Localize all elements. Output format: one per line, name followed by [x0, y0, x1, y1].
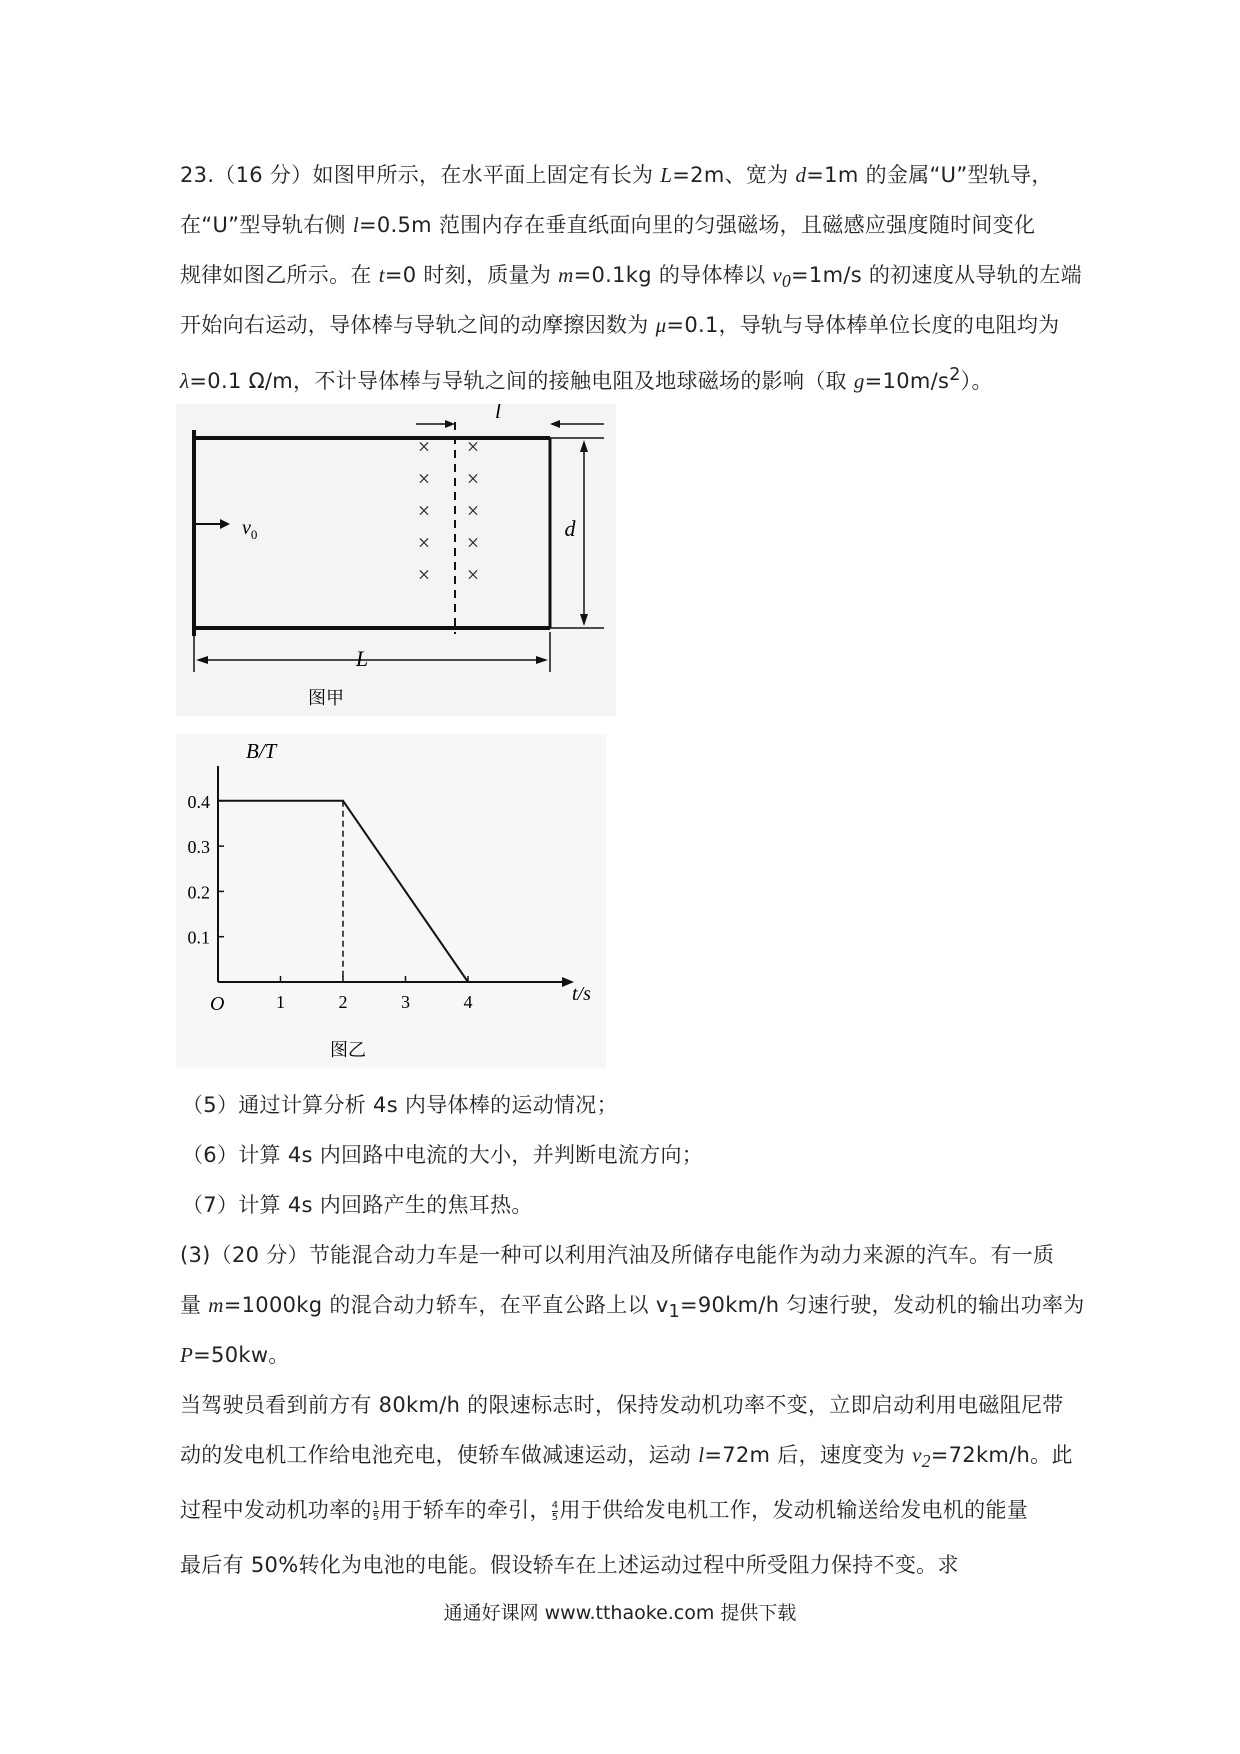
- field-cross: ×: [417, 498, 431, 523]
- problem-23-line: 规律如图乙所示。在 t=0 时刻，质量为 m=0.1kg 的导体棒以 $v_0=1m/s$ 的初速度从导轨的左端: [180, 263, 1082, 292]
- problem-3-line: 量 m=1000kg 的混合动力轿车，在平直公路上以 $v_1=90km/h$ 匀速行驶，发动机的输出功率为: [180, 1293, 1085, 1323]
- problem-23-line: 在“U”型导轨右侧 l=0.5m 范围内存在垂直纸面向里的匀强磁场，且磁感应强度随时间变化: [180, 213, 1036, 237]
- problem-3: [180, 1230, 1085, 1590]
- figure-b-caption: 图乙: [330, 1040, 366, 1060]
- math-variable: g: [853, 369, 865, 393]
- math-variable: m: [558, 263, 574, 287]
- problem-3-line: (3)（20 分）节能混合动力车是一种可以利用汽油及所储存电能作为动力来源的汽车。有一质: [180, 1243, 1055, 1267]
- figure-a: [176, 404, 616, 720]
- problem-23: [180, 150, 1080, 400]
- problem-3-line: 最后有 50%转化为电池的电能。假设轿车在上述运动过程中所受阻力保持不变。求: [180, 1553, 959, 1577]
- problem-3-line: 过程中发动机功率的 $\frac{1}{5}$ 用于轿车的牵引， $\frac{4}{5}$ 用于供给发电机工作，发动机输送给发电机的能量: [180, 1498, 1029, 1523]
- fraction: $\frac{1}{5}$: [372, 1499, 380, 1523]
- x-tick-label: 2: [338, 992, 348, 1012]
- math-variable: d: [795, 163, 807, 187]
- y-tick-label: 0.1: [187, 927, 210, 948]
- math-variable: μ: [655, 313, 667, 337]
- x-tick-label: 3: [401, 992, 410, 1012]
- label-l: l: [494, 404, 502, 423]
- y-tick-label: 0.4: [187, 791, 210, 812]
- math-variable: P: [180, 1343, 194, 1367]
- y-tick-label: 0.2: [187, 882, 210, 903]
- chart-origin: O: [210, 993, 225, 1015]
- chart-xlabel: t/s: [572, 983, 591, 1005]
- figure-a-caption: 图甲: [308, 688, 344, 708]
- label-L: L: [355, 646, 369, 671]
- chart-ylabel: B/T: [246, 739, 277, 763]
- problem-3-line: 当驾驶员看到前方有 80km/h 的限速标志时，保持发动机功率不变，立即启动利用电磁阻尼带: [180, 1393, 1064, 1417]
- field-cross: ×: [417, 434, 431, 459]
- field-cross: ×: [417, 562, 431, 587]
- math-variable: m: [208, 1293, 224, 1317]
- subscript: 1: [668, 1302, 680, 1323]
- b-t-chart: [176, 734, 606, 1068]
- footer: 通通好课网 www.tthaoke.com 提供下载: [443, 1602, 797, 1624]
- fraction: $\frac{4}{5}$: [551, 1499, 559, 1523]
- math-variable: t: [378, 263, 385, 287]
- questions: [182, 1080, 1082, 1230]
- question-6: （6）计算 4s 内回路中电流的大小，并判断电流方向；: [182, 1143, 704, 1167]
- problem-23-line: 23.（16 分）如图甲所示，在水平面上固定有长为 L=2m、宽为 d=1m 的金属“U”型轨导，: [180, 163, 1053, 187]
- figure-b: [176, 734, 606, 1072]
- math-variable: $v_0$: [772, 263, 792, 292]
- math-variable: l: [352, 213, 359, 237]
- x-tick-label: 4: [463, 992, 473, 1012]
- figure-a-diagram: [176, 404, 616, 716]
- field-cross: ×: [466, 466, 480, 491]
- label-v0: $v_0$: [242, 517, 258, 542]
- field-cross: ×: [466, 530, 480, 555]
- math-variable: $v_2$: [912, 1443, 931, 1472]
- question-5: （5）通过计算分析 4s 内导体棒的运动情况；: [182, 1093, 618, 1117]
- field-cross: ×: [417, 466, 431, 491]
- field-cross: ×: [466, 498, 480, 523]
- field-cross: ×: [466, 562, 480, 587]
- x-tick-label: 1: [276, 992, 285, 1012]
- label-d: d: [564, 516, 576, 541]
- field-cross: ×: [417, 530, 431, 555]
- problem-23-line: λ=0.1 Ω/m，不计导体棒与导轨之间的接触电阻及地球磁场的影响（取 $g=10m/s^2$）。: [180, 365, 993, 393]
- field-cross: ×: [466, 434, 480, 459]
- problem-3-line: P=50kw。: [180, 1343, 290, 1367]
- math-variable: L: [660, 163, 673, 187]
- problem-3-line: 动的发电机工作给电池充电，使轿车做减速运动，运动 l=72m 后，速度变为 $v_2=72km/h$。此: [180, 1443, 1073, 1472]
- math-variable: λ: [180, 369, 190, 393]
- question-7: （7）计算 4s 内回路产生的焦耳热。: [182, 1193, 533, 1217]
- math-variable: l: [698, 1443, 705, 1467]
- y-tick-label: 0.3: [187, 837, 210, 858]
- superscript: 2: [949, 365, 961, 385]
- problem-23-line: 开始向右运动，导体棒与导轨之间的动摩擦因数为 μ=0.1，导轨与导体棒单位长度的电阻均为: [180, 313, 1060, 337]
